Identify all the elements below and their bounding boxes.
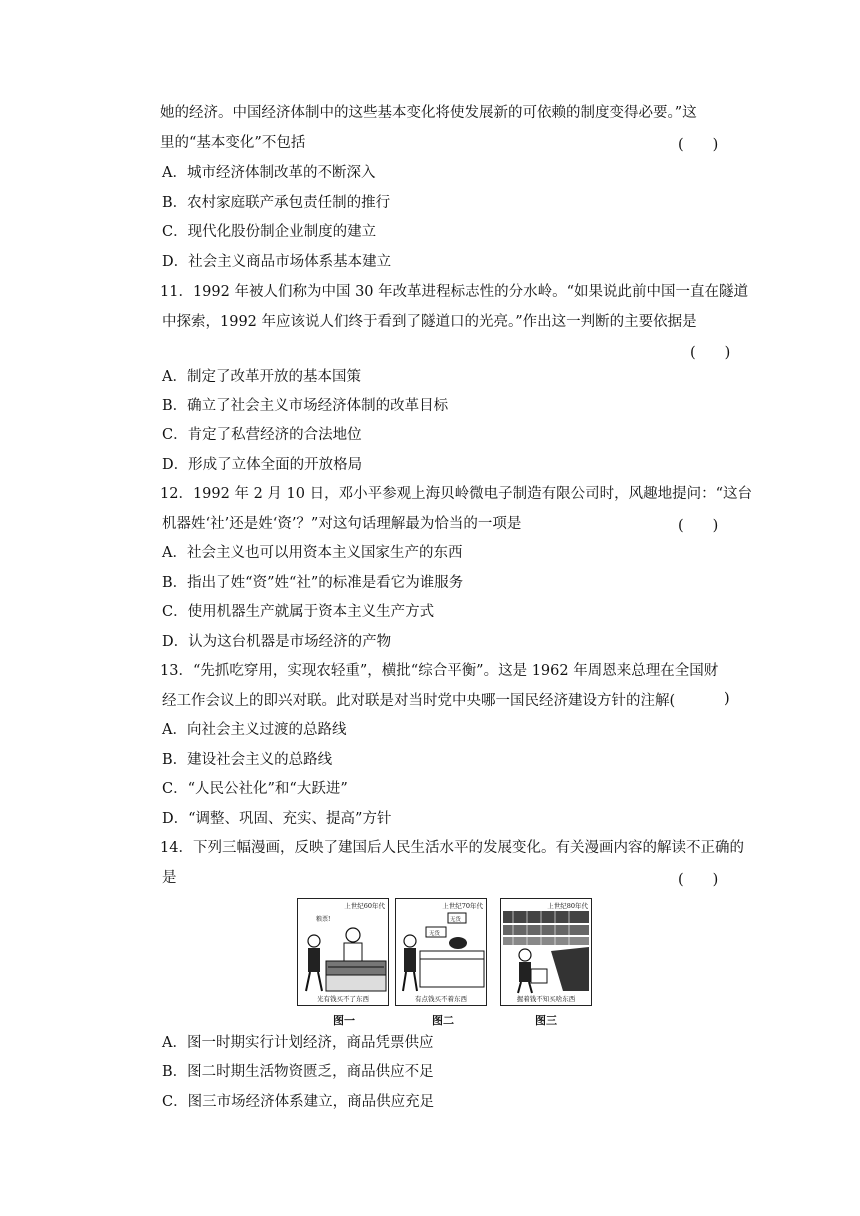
q14-option-a: A．图一时期实行计划经济，商品凭票供应 <box>162 1035 434 1051</box>
q13-option-b: B．建设社会主义的总路线 <box>162 752 333 768</box>
cartoon-panel-1 <box>297 898 389 1006</box>
q13-option-a: A．向社会主义过渡的总路线 <box>162 722 347 738</box>
q12-option-c: C．使用机器生产就属于资本主义生产方式 <box>162 604 435 620</box>
q10-stem-line1: 她的经济。中国经济体制中的这些基本变化将使发展新的可依赖的制度变得必要。”这 <box>160 105 697 121</box>
q11-option-d: D．形成了立体全面的开放格局 <box>162 457 363 473</box>
panel-2-era: 上世纪70年代 <box>442 902 483 910</box>
panel-2-caption: 有点钱买不着东西 <box>415 995 467 1003</box>
q12-stem-line1: 12．1992 年 2 月 10 日，邓小平参观上海贝岭微电子制造有限公司时，风趣地提问：“这台 <box>160 486 752 502</box>
cartoon-panel-2 <box>395 898 487 1006</box>
shop-sign-text: 无货 <box>450 917 462 923</box>
q14-stem-line1: 14．下列三幅漫画，反映了建国后人民生活水平的发展变化。有关漫画内容的解读不正确的 <box>160 840 744 856</box>
q10-stem-line2: 里的“基本变化”不包括 <box>160 135 306 151</box>
q13-option-d: D．“调整、巩固、充实、提高”方针 <box>162 811 392 827</box>
q11-option-c: C．肯定了私营经济的合法地位 <box>162 427 362 443</box>
q12-answer-blank: ( ) <box>678 518 719 534</box>
panel-3-drawing <box>501 907 591 997</box>
q14-option-b: B．图二时期生活物资匮乏，商品供应不足 <box>162 1064 434 1080</box>
figure-label-2: 图二 <box>432 1014 454 1027</box>
q10-option-a: A．城市经济体制改革的不断深入 <box>162 165 376 181</box>
q11-stem-line2: 中探索，1992 年应该说人们终于看到了隧道口的光亮。”作出这一判断的主要依据是 <box>162 314 697 330</box>
panel-3-caption: 握着钱不知买啥东西 <box>516 995 576 1003</box>
q10-option-c: C．现代化股份制企业制度的建立 <box>162 224 377 240</box>
q12-stem-line2: 机器姓‘社’还是姓‘资’？”对这句话理解最为恰当的一项是 <box>162 516 522 532</box>
q12-option-a: A．社会主义也可以用资本主义国家生产的东西 <box>162 545 463 561</box>
speech-bubble-text: 粮票! <box>316 916 331 923</box>
q13-answer-blank: ) <box>724 691 730 707</box>
panel-1-caption: 光有钱买不了东西 <box>317 995 369 1003</box>
q12-option-d: D．认为这台机器是市场经济的产物 <box>162 634 392 650</box>
panel-1-drawing <box>298 907 388 997</box>
q11-answer-blank: ( ) <box>690 345 731 361</box>
panel-1-era: 上世纪60年代 <box>344 902 385 910</box>
figure-label-1: 图一 <box>333 1014 355 1027</box>
q11-option-a: A．制定了改革开放的基本国策 <box>162 369 361 385</box>
counter-sign-text: 无货 <box>429 931 441 937</box>
panel-3-era: 上世纪80年代 <box>547 902 588 910</box>
figure-label-3: 图三 <box>535 1014 557 1027</box>
panel-2-drawing <box>396 907 486 997</box>
q10-answer-blank: ( ) <box>678 137 719 153</box>
q14-stem-line2: 是 <box>162 870 177 886</box>
q13-stem-line1: 13．“先抓吃穿用，实现农轻重”，横批“综合平衡”。这是 1962 年周恩来总理在全国财 <box>160 663 719 679</box>
q14-option-c: C．图三市场经济体系建立，商品供应充足 <box>162 1094 435 1110</box>
q11-stem-line1: 11．1992 年被人们称为中国 30 年改革进程标志性的分水岭。“如果说此前中国一直在隧道 <box>160 284 749 300</box>
q10-option-d: D．社会主义商品市场体系基本建立 <box>162 254 392 270</box>
cartoon-panel-3 <box>500 898 592 1006</box>
q13-option-c: C．“人民公社化”和“大跃进” <box>162 781 348 797</box>
q12-option-b: B．指出了姓“资”姓“社”的标准是看它为谁服务 <box>162 575 464 591</box>
cartoon-figure <box>297 898 593 1010</box>
q13-stem-line2: 经工作会议上的即兴对联。此对联是对当时党中央哪一国民经济建设方针的注解( <box>162 693 676 709</box>
q14-answer-blank: ( ) <box>678 872 719 888</box>
q10-option-b: B．农村家庭联产承包责任制的推行 <box>162 195 391 211</box>
q11-option-b: B．确立了社会主义市场经济体制的改革目标 <box>162 398 449 414</box>
